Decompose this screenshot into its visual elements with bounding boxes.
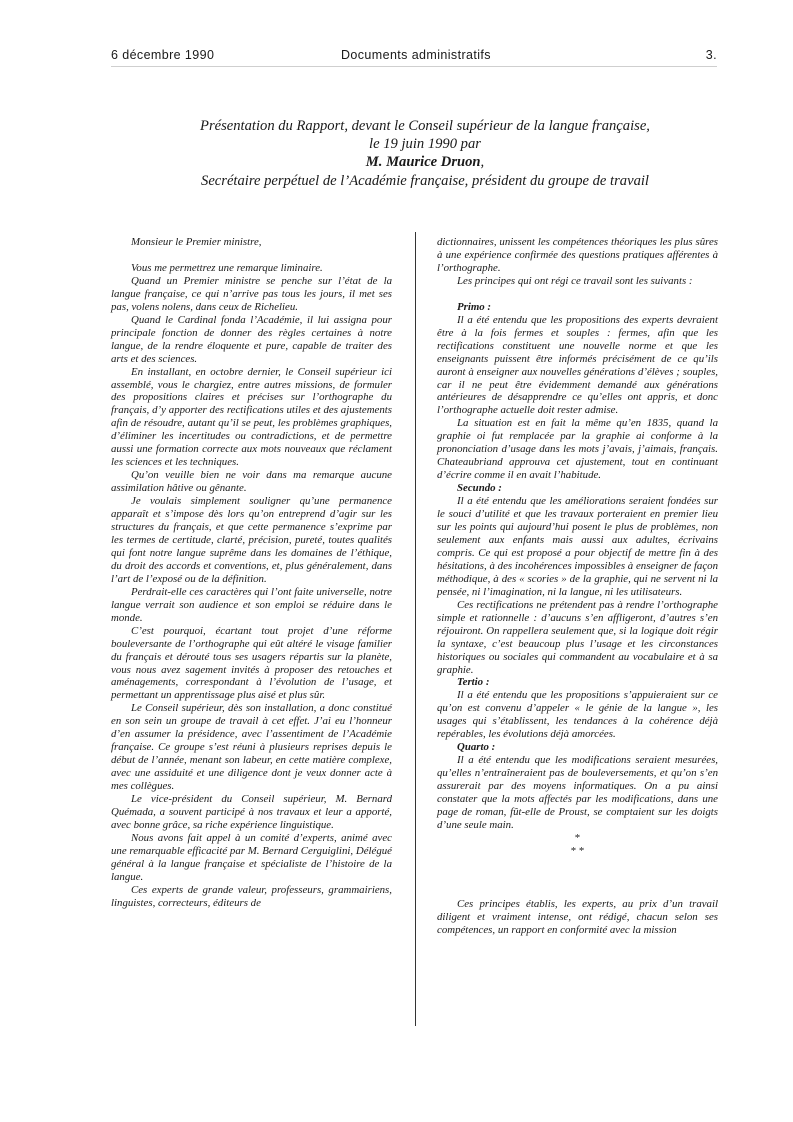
title-author-line bbox=[150, 153, 700, 171]
paragraph: Le vice-président du Conseil supérieur, M. Bernard Quémada, a souvent participé à nos travaux et leur a apporté, avec bonne grâce, sa riche expérience linguistique. bbox=[111, 793, 392, 831]
header-section: Documents administratifs bbox=[341, 48, 491, 62]
column-divider bbox=[415, 232, 416, 1026]
paragraph: Quand un Premier ministre se penche sur l’état de la langue française, ce qui n’arrive pas tous les jours, il met ses pas, volens nolens, dans ceux de Richelieu. bbox=[111, 274, 392, 313]
section-heading-primo: Primo : bbox=[457, 300, 492, 313]
paragraph: C’est pourquoi, écartant tout projet d’une réforme bouleversante de l’orthographe qui eût altéré le visage familier du français et dérouté tous ses usagers répartis sur la planète, vous nous avez sagement invités à proposer des retouches et aménagements, correspondant à l’évolution de l’usage, et permettant un apprentissage plus aisé et plus sûr. bbox=[111, 624, 392, 702]
paragraph: En installant, en octobre dernier, le Conseil supérieur ici assemblé, vous le chargiez, entre autres missions, de formuler des propositions claires et précises sur l’orthographe du français, d’y apporter des rectifications utiles et des ajustements afin de résoudre, autant qu’il se peut, les problèmes graphiques, d’éliminer les incertitudes ou contradictions, et de permettre aussi une formation correcte aux mots nouveaux que réclament les sciences et les techniques. bbox=[111, 365, 392, 469]
paragraph: Les principes qui ont régi ce travail sont les suivants : bbox=[457, 274, 693, 287]
section-separator-star: * bbox=[574, 831, 581, 844]
paragraph: Vous me permettrez une remarque liminaire. bbox=[131, 261, 323, 274]
left-column bbox=[111, 236, 392, 910]
author-name: M. Maurice Druon bbox=[365, 154, 481, 171]
page-number: 3. bbox=[705, 48, 717, 62]
title-line-2: le 19 juin 1990 par bbox=[369, 136, 481, 153]
document-title bbox=[150, 117, 700, 190]
section-separator-stars: * * bbox=[570, 844, 585, 857]
paragraph: Il a été entendu que les modifications seraient mesurées, qu’elles n’entraîneraient pas de bouleversements, et qu’on s’en assurerait par des moyens informatiques. On a pu ainsi constater que la mots affectés par les modifications, dans une page de roman, fût-elle de Proust, se comptaient sur les doigts d’une seule main. bbox=[437, 754, 718, 831]
paragraph: Qu’on veuille bien ne voir dans ma remarque aucune assimilation hâtive ou gênante. bbox=[111, 469, 392, 495]
paragraph: Ces experts de grande valeur, professeurs, grammairiens, linguistes, correcteurs, éditeurs de bbox=[111, 883, 392, 909]
paragraph: Perdrait-elle ces caractères qui l’ont faite universelle, notre langue verrait son audience et son emploi se réduire dans le monde. bbox=[111, 585, 392, 624]
section-heading-secundo: Secundo : bbox=[457, 482, 502, 495]
section-heading-tertio: Tertio : bbox=[457, 676, 490, 689]
paragraph: Ces rectifications ne prétendent pas à rendre l’orthographe simple et rationnelle : d’aucuns s’en affligeront, d’autres s’en réjouiront. On rappellera seulement que, si la logique doit régir la syntaxe, c’est beaucoup plus l’usage et les circonstances historiques ou sociales qui commandent au vocabulaire et à sa graphie. bbox=[437, 598, 718, 676]
section-heading-quarto: Quarto : bbox=[457, 741, 496, 754]
paragraph: Nous avons fait appel à un comité d’experts, animé avec une remarquable efficacité par M. Bernard Cerguiglini, Délégué général à la langue française et spécialiste de l’histoire de la langue. bbox=[111, 831, 392, 883]
paragraph: Il a été entendu que les propositions s’appuieraient sur ce qu’on est convenu d’appeler « le génie de la langue », les usages qui s’établissent, les tendances à la cohérence déjà repérables, les évolutions déjà amorcées. bbox=[437, 689, 718, 741]
paragraph: dictionnaires, unissent les compétences théoriques les plus sûres à une expérience confirmée des questions pratiques afférentes à l’orthographe. bbox=[437, 236, 718, 274]
header-date: 6 décembre 1990 bbox=[111, 48, 215, 62]
paragraph: Je voulais simplement souligner qu’une permanence apparaît et s’impose dès lors qu’on entreprend d’agir sur les structures du français, et que cette permanence s’exprime par les termes de certitude, clarté, précision, pureté, toutes qualités qui font notre langue suprême dans les domaines de l’éthique, du droit des accords et conventions, et, plus généralement, dans l’art de l’exposé ou de la définition. bbox=[111, 495, 392, 585]
title-line-1: Présentation du Rapport, devant le Conseil supérieur de la langue française, bbox=[200, 118, 650, 134]
right-column bbox=[437, 236, 718, 937]
salutation: Monsieur le Premier ministre, bbox=[131, 236, 262, 248]
title-line-4: Secrétaire perpétuel de l’Académie française, président du groupe de travail bbox=[201, 172, 649, 189]
paragraph: Il a été entendu que les améliorations seraient fondées sur le souci d’utilité et que les travaux porteraient en premier lieu sur les points qui aujourd’hui posent le plus de problèmes, non seulement aux enfants mais aussi aux adultes, écrivains compris. Ce qui est proposé a pour objectif de mettre fin à des hésitations, à des incohérences impossibles à enseigner de façon méthodique, à des « scories » de la graphie, qui ne servent ni la pensée, ni l’imagination, ni la langue, ni les utilisateurs. bbox=[437, 495, 718, 598]
author-suffix: , bbox=[480, 154, 485, 171]
paragraph: Ces principes établis, les experts, au prix d’un travail diligent et vraiment intense, ont rédigé, chacun selon ses compétences, un rapport en conformité avec la mission bbox=[437, 897, 718, 936]
paragraph: Le Conseil supérieur, dès son installation, a donc constitué en son sein un groupe de travail à cet effet. J’ai eu l’honneur d’en assumer la présidence, avec l’assentiment de l’Académie française. Ce groupe s’est réuni à plusieurs reprises depuis le début de l’année, menant son labeur, en cette matière complexe, avec une assiduité et une diligence dont je veux donner acte à mes collègues. bbox=[111, 702, 392, 793]
paragraph: La situation est en fait la même qu’en 1835, quand la graphie oi fut remplacée par la graphie ai conforme à la prononciation d’usage dans les mots j’avais, j’aimais, français. Chateaubriand approuva cet ajustement, tout en continuant d’écrire comme il en avait l’habitude. bbox=[437, 417, 718, 482]
paragraph: Il a été entendu que les propositions des experts devraient être à la fois fermes et souples : fermes, afin que les rectifications constituent une nouvelle norme et que les enseignants puissent être informés précisément de ce qu’ils auront à enseigner aux nouvelles générations d’élèves ; souples, car il ne peut être évidemment demandé aux générations antérieures de désapprendre ce qu’elles ont appris, et donc l’orthographe actuelle doit rester admise. bbox=[437, 313, 718, 417]
page-header bbox=[111, 48, 717, 67]
paragraph: Quand le Cardinal fonda l’Académie, il lui assigna pour principale fonction de donner des règles certaines à notre langue, de la rendre éloquente et pure, capable de traiter des arts et des sciences. bbox=[111, 313, 392, 365]
